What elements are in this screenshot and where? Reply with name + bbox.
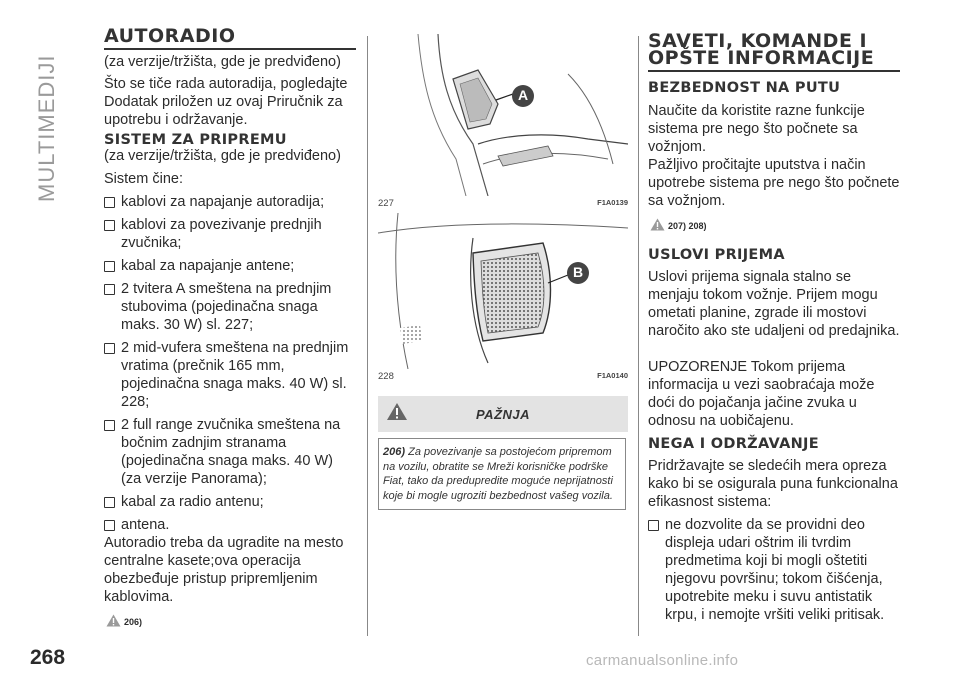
page-number: 268 (30, 646, 66, 669)
note-text: Za povezivanje sa postojećom pripremom na vozilu, obratite se Mreži korisničke podrške Fiat, tako da predupredite moguće neprijatnosti koje bi mogle ugroziti bezbednost vašeg vozila. (383, 446, 613, 502)
paragraph: Pridržavajte se sledećih mera opreza kako bi se osigurala puna funkcionalna efikasnost sistema: (648, 458, 898, 510)
figure-code: F1A0140 (597, 371, 628, 380)
bullet-icon (104, 343, 115, 354)
list-item: ne dozvolite da se providni deo displeja udari oštrim ili tvrdim predmetima koji bi mogli oštetiti njegovu površinu; tokom čišćenja, upotrebite meku i suvu antistatik krpu, i nemojte vršiti veliki pritisak. (648, 516, 900, 624)
paragraph: UPOZORENJE Tokom prijema informacija u vezi saobraćaja može doći do pojačanja jačine zvuka u odnosu na uobičajenu. (648, 359, 875, 429)
column-figures (378, 34, 628, 510)
list-item: kabal za radio antenu; (104, 493, 356, 511)
warning-icon (650, 218, 665, 231)
section-title-saveti: SAVETI, KOMANDE I OPŠTE INFORMACIJE (648, 33, 900, 72)
figure-code: F1A0139 (597, 198, 628, 207)
intro-paragraph: Što se tiče rada autoradija, pogledajte Dodatak priložen uz ovaj Priručnik za upotrebu i održavanje. (104, 76, 348, 128)
bullet-icon (104, 497, 115, 508)
caution-title: PAŽNJA (475, 407, 531, 422)
paragraph: Pažljivo pročitajte uputstva i način upotrebe sistema pre nego što počnete sa vožnjom. (648, 157, 900, 209)
subsection-title-bezbednost: BEZBEDNOST NA PUTU (648, 80, 841, 96)
list-item: kablovi za povezivanje prednjih zvučnika; (104, 216, 356, 252)
section-note: (za verzije/tržišta, gde je predviđeno) (104, 54, 341, 70)
column-divider (367, 36, 368, 636)
bullet-icon (104, 420, 115, 431)
caution-panel (378, 396, 628, 432)
bullet-icon (104, 220, 115, 231)
watermark: carmanualsonline.info (586, 652, 739, 669)
paragraph: Uslovi prijema signala stalno se menjaju tokom vožnje. Prijem mogu ometati planine, zgrade ili mostovi naročito ako ste udaljeni od predajnika. (648, 269, 900, 339)
figure-caption (378, 198, 628, 209)
warning-reference: 207) 208) (650, 218, 900, 231)
bullet-icon (104, 261, 115, 272)
list-item: 2 tvitera A smeštena na prednjim stubovima (pojedinačna snaga maks. 30 W) sl. 227; (104, 280, 356, 334)
note-number: 206) (383, 446, 406, 458)
list-item: 2 mid-vufera smeštena na prednjim vratima (prečnik 165 mm, pojedinačna snaga maks. 40 W) sl. 228; (104, 339, 356, 411)
list-item: kabal za napajanje antene; (104, 257, 356, 275)
midwoofer-illustration (378, 213, 628, 369)
subsection-title-uslovi: USLOVI PRIJEMA (648, 247, 785, 263)
figure-227 (378, 34, 628, 196)
bullet-icon (104, 197, 115, 208)
bullet-icon (648, 520, 659, 531)
figure-number: 227 (378, 198, 394, 209)
callout-label-b: B (572, 264, 584, 280)
list-item: kablovi za napajanje autoradija; (104, 193, 356, 211)
figure-number: 228 (378, 371, 394, 382)
subsection-note: (za verzije/tržišta, gde je predviđeno) (104, 148, 341, 164)
section-title-autoradio: AUTORADIO (104, 28, 356, 50)
warning-reference: 206) (106, 614, 356, 627)
column-divider (638, 36, 639, 636)
chapter-label: MULTIMEDIJI (34, 54, 59, 202)
subsection-title-pripremu: SISTEM ZA PRIPREMU (104, 132, 287, 148)
component-list (104, 193, 356, 534)
list-item: antena. (104, 516, 356, 534)
callout-label-a: A (517, 87, 529, 103)
column-autoradio (104, 25, 356, 627)
column-saveti (648, 30, 900, 624)
figure-228 (378, 213, 628, 369)
tweeter-illustration (378, 34, 628, 196)
bullet-icon (104, 284, 115, 295)
list-item: 2 full range zvučnika smeštena na bočnim zadnjim stranama (pojedinačna snaga maks. 40 W) (za verzije Panorama); (104, 416, 356, 488)
caution-note (378, 438, 626, 510)
figure-caption (378, 371, 628, 382)
lead-text: Sistem čine: (104, 171, 183, 187)
closing-paragraph: Autoradio treba da ugradite na mesto centralne kasete;ova operacija obezbeđuje pristup pripremljenim kablovima. (104, 535, 344, 605)
subsection-title-nega: NEGA I ODRŽAVANJE (648, 436, 819, 452)
warning-icon (106, 614, 121, 627)
paragraph: Naučite da koristite razne funkcije sistema pre nego što počnete sa vožnjom. (648, 103, 865, 155)
bullet-icon (104, 520, 115, 531)
